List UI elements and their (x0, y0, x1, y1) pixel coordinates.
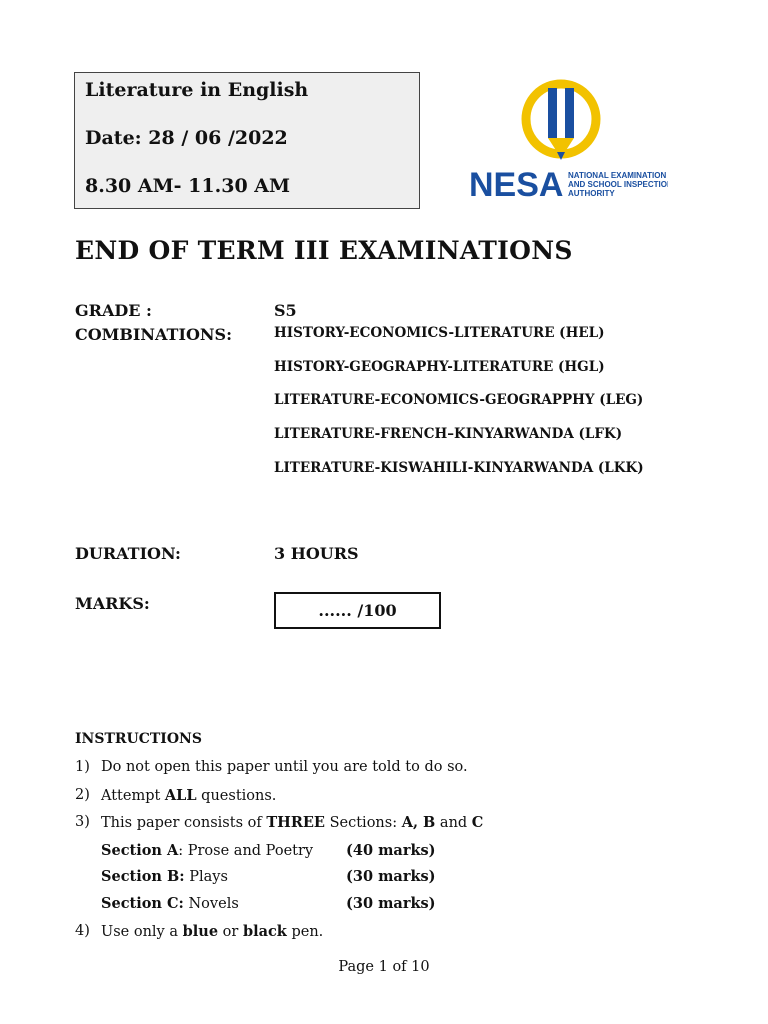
exam-time: 8.30 AM- 11.30 AM (85, 175, 291, 197)
section-c-row: Section C: Novels (101, 895, 239, 912)
svg-text:AUTHORITY: AUTHORITY (568, 189, 615, 198)
instruction-number: 4) (75, 923, 90, 939)
instruction-4: Use only a blue or black pen. (101, 923, 324, 940)
grade-label: GRADE : (75, 301, 152, 320)
subject-title: Literature in English (85, 79, 309, 101)
marks-box: ...... /100 (274, 592, 441, 629)
section-b-row: Section B: Plays (101, 868, 228, 885)
instructions-title: INSTRUCTIONS (75, 731, 202, 747)
exam-title: END OF TERM III EXAMINATIONS (75, 236, 573, 265)
duration-value: 3 HOURS (274, 544, 359, 563)
combination-item: LITERATURE-KISWAHILI-KINYARWANDA (LKK) (274, 460, 644, 476)
section-c-marks: (30 marks) (346, 895, 436, 912)
combination-item: HISTORY-ECONOMICS-LITERATURE (HEL) (274, 325, 605, 341)
combinations-label: COMBINATIONS: (75, 325, 232, 344)
exam-info-box (74, 72, 420, 209)
section-a-marks: (40 marks) (346, 842, 436, 859)
combination-item: LITERATURE-ECONOMICS-GEOGRAPPHY (LEG) (274, 392, 644, 408)
page-number: Page 1 of 10 (338, 959, 430, 975)
section-a-row: Section A: Prose and Poetry (101, 842, 314, 859)
exam-date: Date: 28 / 06 /2022 (85, 127, 288, 149)
instruction-2: Attempt ALL questions. (101, 787, 277, 804)
svg-text:AND SCHOOL INSPECTION: AND SCHOOL INSPECTION (568, 180, 668, 189)
grade-value: S5 (274, 301, 297, 320)
marks-label: MARKS: (75, 594, 150, 613)
instruction-number: 3) (75, 814, 90, 830)
section-b-marks: (30 marks) (346, 868, 436, 885)
instruction-1: Do not open this paper until you are told to do so. (101, 759, 468, 775)
duration-label: DURATION: (75, 544, 181, 563)
nesa-emblem-icon (468, 74, 668, 204)
instruction-number: 1) (75, 759, 90, 775)
svg-text:NATIONAL EXAMINATION: NATIONAL EXAMINATION (568, 171, 667, 180)
instruction-3: This paper consists of THREE Sections: A, B and C (101, 814, 484, 831)
instruction-number: 2) (75, 787, 90, 803)
nesa-logo (468, 74, 668, 204)
combination-item: HISTORY-GEOGRAPHY-LITERATURE (HGL) (274, 359, 605, 375)
combination-item: LITERATURE-FRENCH–KINYARWANDA (LFK) (274, 426, 623, 442)
svg-text:NESA: NESA (469, 166, 564, 204)
